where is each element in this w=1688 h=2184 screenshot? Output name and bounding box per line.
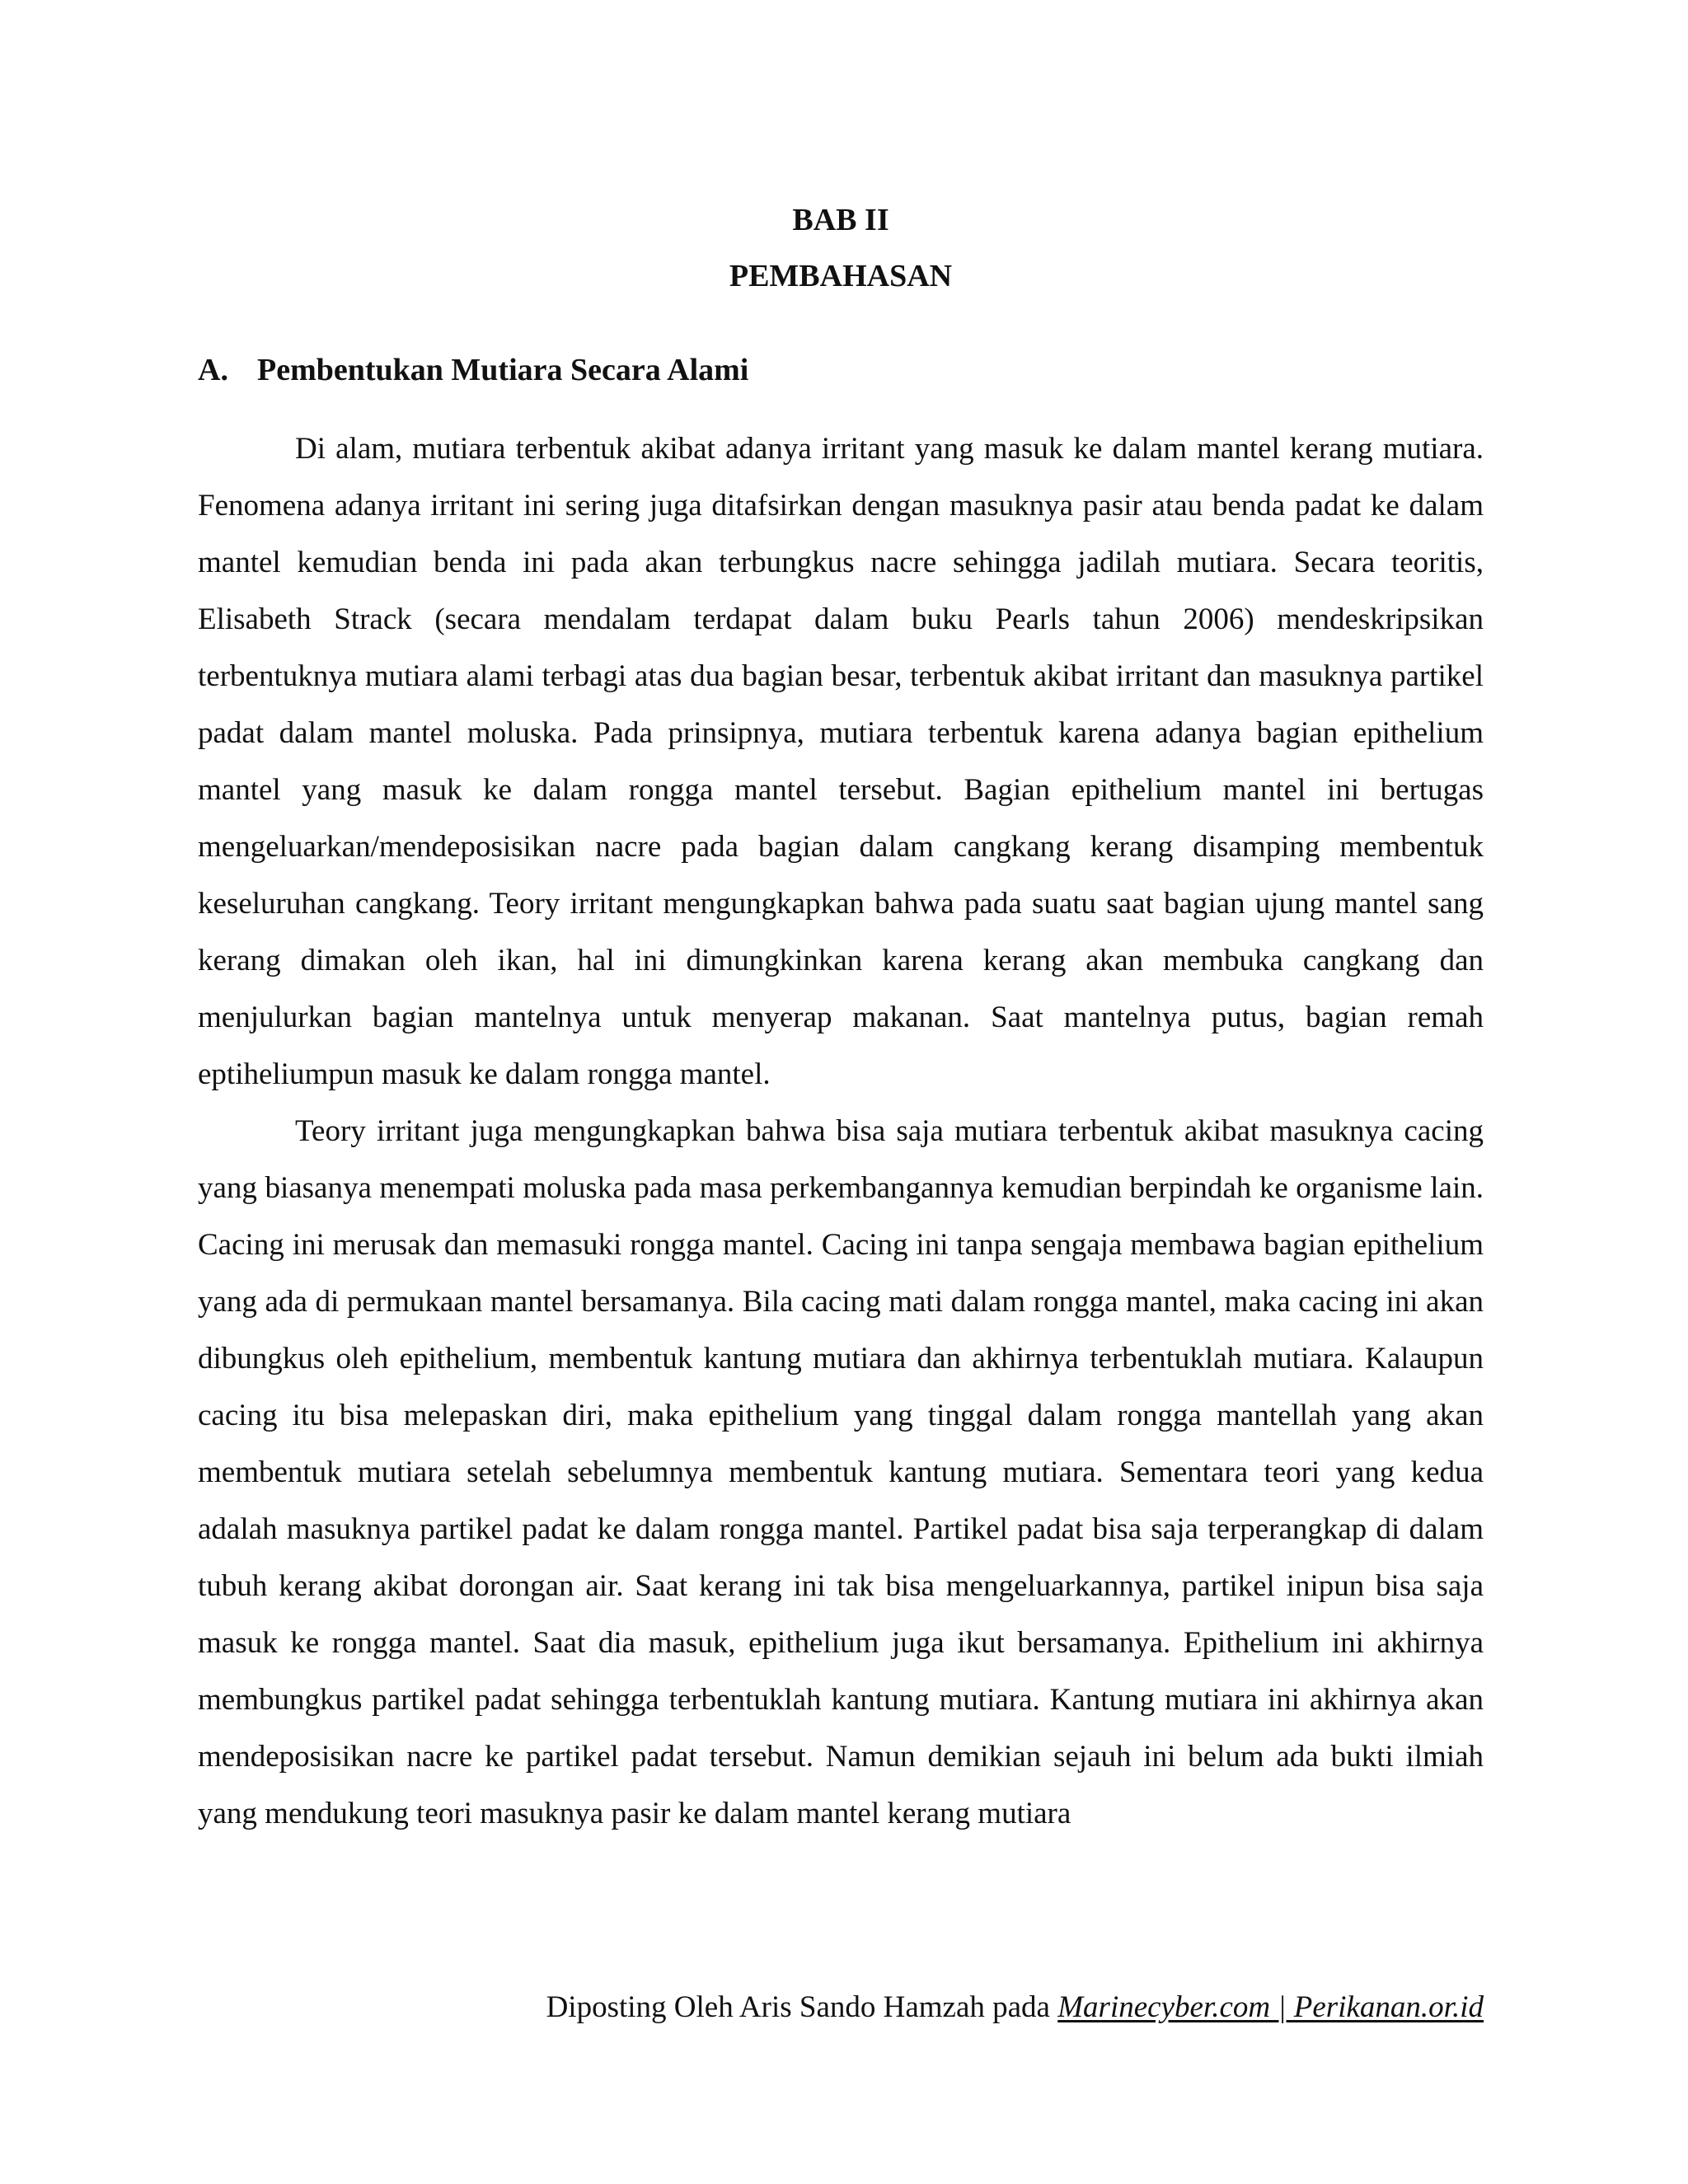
page-footer: [546, 1992, 1484, 2022]
footer-prefix: Diposting Oleh Aris Sando Hamzah pada: [546, 1990, 1058, 2024]
footer-link[interactable]: Marinecyber.com | Perikanan.or.id: [1057, 1990, 1484, 2024]
paragraph: Di alam, mutiara terbentuk akibat adanya irritant yang masuk ke dalam mantel kerang mutiara. Fenomena adanya irritant ini sering juga ditafsirkan dengan masuknya pasir atau benda padat ke dalam mantel kemudian benda ini pada akan terbungkus nacre sehingga jadilah mutiara. Secara teoritis, Elisabeth Strack (secara mendalam terdapat dalam buku Pearls tahun 2006) mendeskripsikan terbentuknya mutiara alami terbagi atas dua bagian besar, terbentuk akibat irritant dan masuknya partikel padat dalam mantel moluska. Pada prinsipnya, mutiara terbentuk karena adanya bagian epithelium mantel yang masuk ke dalam rongga mantel tersebut. Bagian epithelium mantel ini bertugas mengeluarkan/mendeposisikan nacre pada bagian dalam cangkang kerang disamping membentuk keseluruhan cangkang. Teory irritant mengungkapkan bahwa pada suatu saat bagian ujung mantel sang kerang dimakan oleh ikan, hal ini dimungkinkan karena kerang akan membuka cangkang dan menjulurkan bagian mantelnya untuk menyerap makanan. Saat mantelnya putus, bagian remah eptiheliumpun masuk ke dalam rongga mantel.: [198, 432, 1484, 1091]
section-heading: [198, 354, 748, 386]
chapter-label: BAB II: [792, 203, 889, 237]
section-title: Pembentukan Mutiara Secara Alami: [257, 353, 749, 387]
body-text: [198, 420, 1484, 1842]
chapter-title: PEMBAHASAN: [729, 259, 953, 293]
paragraph: Teory irritant juga mengungkapkan bahwa bisa saja mutiara terbentuk akibat masuknya cacing yang biasanya menempati moluska pada masa perkembangannya kemudian berpindah ke organisme lain. Cacing ini merusak dan memasuki rongga mantel. Cacing ini tanpa sengaja membawa bagian epithelium yang ada di permukaan mantel bersamanya. Bila cacing mati dalam rongga mantel, maka cacing ini akan dibungkus oleh epithelium, membentuk kantung mutiara dan akhirnya terbentuklah mutiara. Kalaupun cacing itu bisa melepaskan diri, maka epithelium yang tinggal dalam rongga mantellah yang akan membentuk mutiara setelah sebelumnya membentuk kantung mutiara. Sementara teori yang kedua adalah masuknya partikel padat ke dalam rongga mantel. Partikel padat bisa saja terperangkap di dalam tubuh kerang akibat dorongan air. Saat kerang ini tak bisa mengeluarkannya, partikel inipun bisa saja masuk ke rongga mantel. Saat dia masuk, epithelium juga ikut bersamanya. Epithelium ini akhirnya membungkus partikel padat sehingga terbentuklah kantung mutiara. Kantung mutiara ini akhirnya akan mendeposisikan nacre ke partikel padat tersebut. Namun demikian sejauh ini belum ada bukti ilmiah yang mendukung teori masuknya pasir ke dalam mantel kerang mutiara: [198, 1114, 1484, 1830]
section-number: A.: [198, 353, 228, 387]
